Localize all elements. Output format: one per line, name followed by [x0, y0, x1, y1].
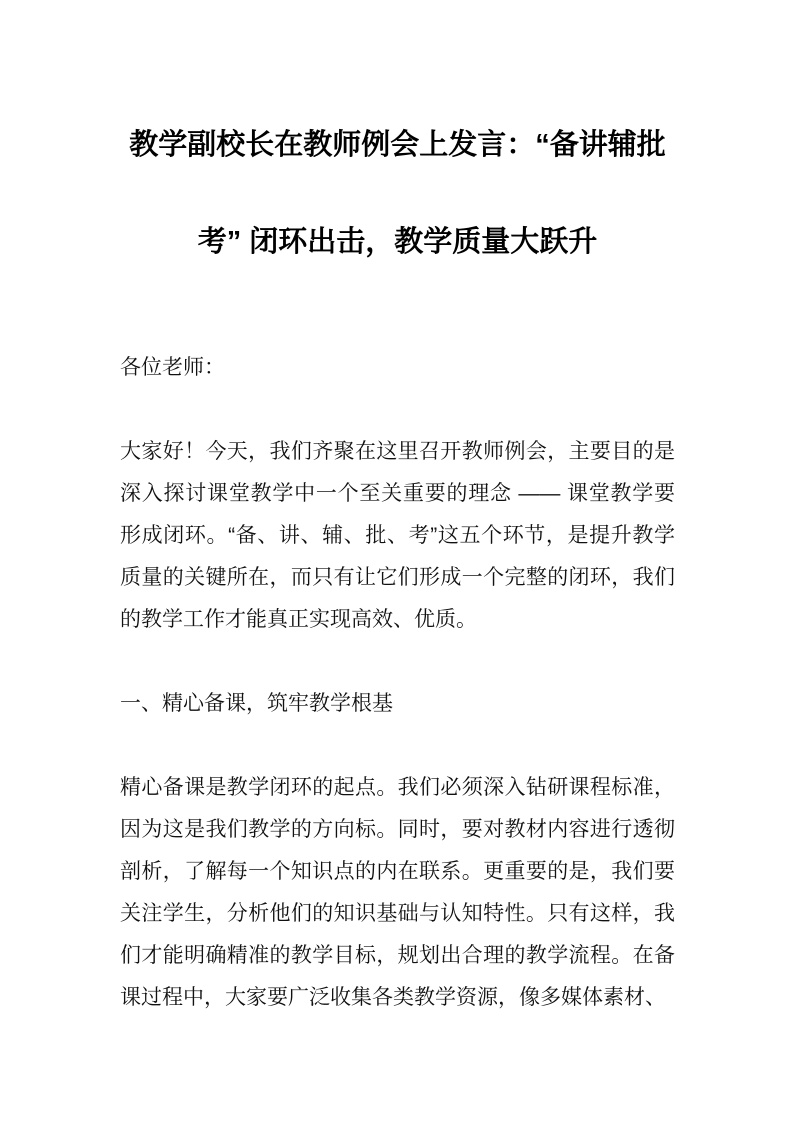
section-1-paragraph: 精心备课是教学闭环的起点。我们必须深入钻研课程标准，因为这是我们教学的方向标。同时，要对教材内容进行透彻剖析，了解每一个知识点的内在联系。更重要的是，我们要关注学生，分析他们的知识基础与认知特性。只有这样，我们才能明确精准的教学目标，规划出合理的教学流程。在备课过程中，大家要广泛收集各类教学资源，像多媒体素材、: [120, 776, 675, 1009]
document-title-line-2: 考” 闭环出击，教学质量大跃升: [197, 226, 598, 258]
document-title-line-1: 教学副校长在教师例会上发言：“备讲辅批: [129, 129, 666, 161]
document-title: [120, 97, 675, 291]
intro-paragraph: 大家好！今天，我们齐聚在这里召开教师例会，主要目的是深入探讨课堂教学中一个至关重要的理念 —— 课堂教学要形成闭环。“备、讲、辅、批、考”这五个环节，是提升教学质量的关键所在，而只有让它们形成一个完整的闭环，我们的教学工作才能真正实现高效、优质。: [120, 440, 675, 631]
section-1-heading: 一、精心备课，筑牢教学根基: [120, 692, 393, 715]
salutation: 各位老师：: [120, 356, 225, 379]
